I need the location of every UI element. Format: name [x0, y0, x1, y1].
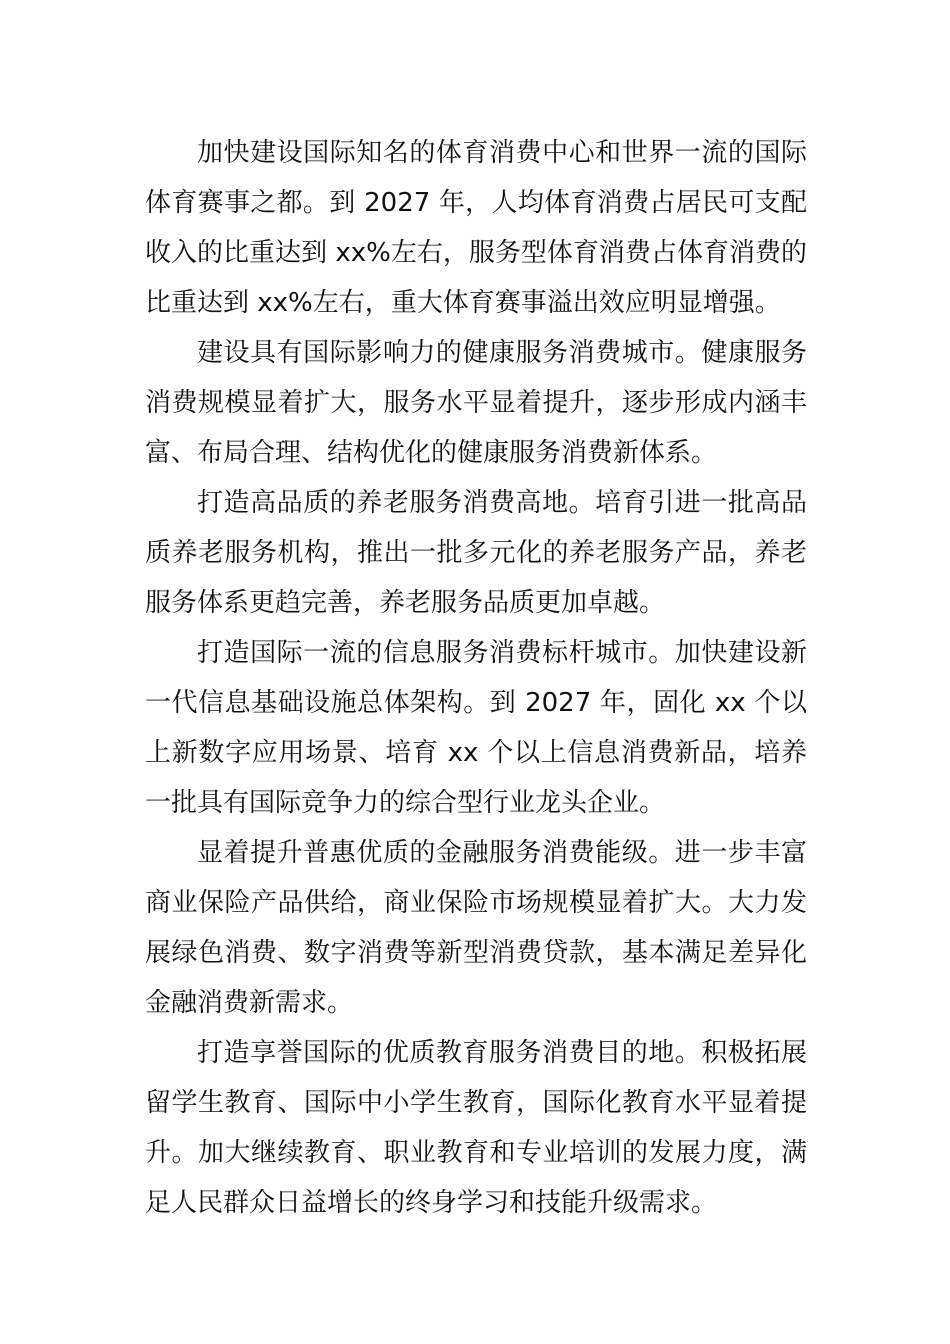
paragraph-information-services: 打造国际一流的信息服务消费标杆城市。加快建设新一代信息基础设施总体架构。到 2027 年，固化 xx 个以上新数字应用场景、培育 xx 个以上信息消费新品，培养一批具有国际竞争力的综合型行业龙头企业。 [145, 638, 807, 818]
paragraph-financial-services: 显着提升普惠优质的金融服务消费能级。进一步丰富商业保险产品供给，商业保险市场规模显着扩大。大力发展绿色消费、数字消费等新型消费贷款，基本满足差异化金融消费新需求。 [145, 838, 807, 1018]
paragraph-elderly-care: 打造高品质的养老服务消费高地。培育引进一批高品质养老服务机构，推出一批多元化的养老服务产品，养老服务体系更趋完善，养老服务品质更加卓越。 [145, 488, 807, 618]
paragraph-education-services: 打造享誉国际的优质教育服务消费目的地。积极拓展留学生教育、国际中小学生教育，国际化教育水平显着提升。加大继续教育、职业教育和专业培训的发展力度，满足人民群众日益增长的终身学习和技能升级需求。 [145, 1038, 807, 1218]
paragraph-sports-consumption: 加快建设国际知名的体育消费中心和世界一流的国际体育赛事之都。到 2027 年，人均体育消费占居民可支配收入的比重达到 xx%左右，服务型体育消费占体育消费的比重达到 xx%左右，重大体育赛事溢出效应明显增强。 [145, 138, 807, 318]
paragraph-health-services: 建设具有国际影响力的健康服务消费城市。健康服务消费规模显着扩大，服务水平显着提升，逐步形成内涵丰富、布局合理、结构优化的健康服务消费新体系。 [145, 338, 807, 468]
document-body [145, 128, 807, 1228]
